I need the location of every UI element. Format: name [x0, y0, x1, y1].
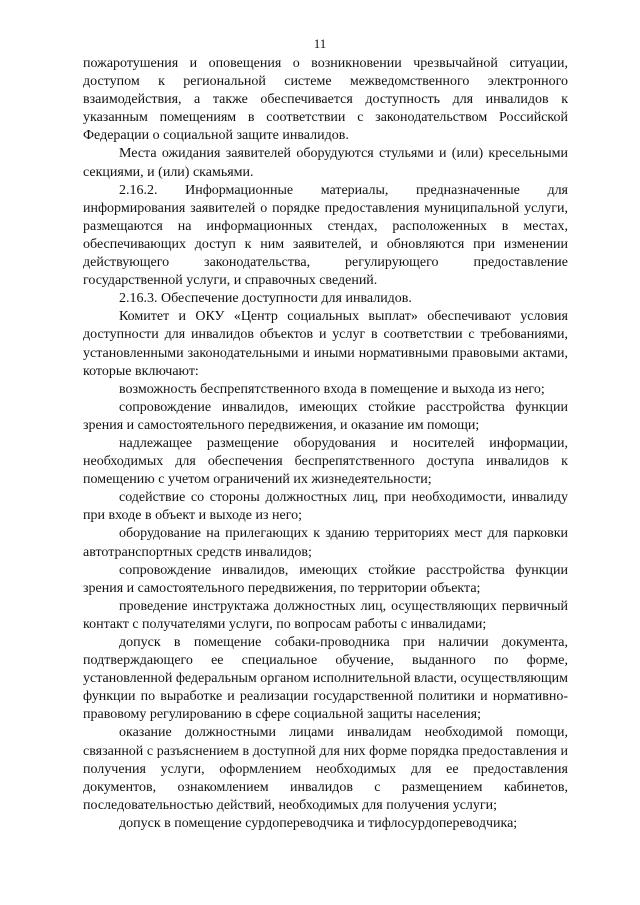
list-item-help-explanation: оказание должностными лицами инвалидам необходимой помощи, связанной с разъяснением в доступной для них форме порядка предоставления и получения услуги, оформлением необходимых для ее предоставления документов, ознакомлением инвалидов с размещением кабинетов, последовательностью действий, необходимых для получения услуги; — [83, 725, 568, 813]
list-item-parking: оборудование на прилегающих к зданию территориях мест для парковки автотранспортных средств инвалидов; — [83, 526, 568, 560]
list-item-entry-exit: возможность беспрепятственного входа в помещение и выхода из него; — [119, 381, 545, 397]
list-item-official-assistance: содействие со стороны должностных лиц, при необходимости, инвалиду при входе в объект и выходе из него; — [83, 490, 568, 524]
paragraph-accessibility-conditions: Комитет и ОКУ «Центр социальных выплат» обеспечивают условия доступности для инвалидов объектов и услуг в соответствии с требованиями, установленными законодательными и иными нормативными правовыми актами, которые включают: — [83, 309, 568, 379]
page-number: 11 — [313, 36, 327, 51]
paragraph-2-16-3-heading: 2.16.3. Обеспечение доступности для инвалидов. — [119, 291, 412, 307]
list-item-staff-briefing: проведение инструктажа должностных лиц, осуществляющих первичный контакт с получателями услуги, по вопросам работы с инвалидами; — [83, 598, 568, 632]
document-body — [83, 55, 568, 833]
list-item-sign-interpreter: допуск в помещение сурдопереводчика и тифлосурдопереводчика; — [119, 815, 518, 831]
list-item-equipment-placement: надлежащее размещение оборудования и носителей информации, необходимых для обеспечения беспрепятственного доступа инвалидов к помещению с учетом ограничений их жизнедеятельности; — [83, 435, 568, 488]
paragraph-2-16-2: 2.16.2. Информационные материалы, предназначенные для информирования заявителей о порядке предоставления муниципальной услуги, размещаются на информационных стендах, расположенных в местах, обеспечивающих доступ к ним заявителей, и обновляются при изменении действующего законодательства, регулирующего предоставление государственной услуги, и справочных сведений. — [83, 182, 568, 289]
list-item-escort-assistance: сопровождение инвалидов, имеющих стойкие расстройства функции зрения и самостоятельного передвижения, и оказание им помощи; — [83, 399, 568, 433]
list-item-guide-dog: допуск в помещение собаки-проводника при наличии документа, подтверждающего ее специальное обучение, выданного по форме, установленной федеральным органом исполнительной власти, осуществляющим функции по выработке и реализации государственной политики и нормативно-правовому регулированию в сфере социальной защиты населения; — [83, 635, 568, 723]
paragraph-fire-safety-continuation: пожаротушения и оповещения о возникновении чрезвычайной ситуации, доступом к региональной системе межведомственного электронного взаимодействия, а также обеспечивается доступность для инвалидов к указанным помещениям в соответствии с законодательством Российской Федерации о социальной защите инвалидов. — [83, 56, 568, 144]
list-item-escort-territory: сопровождение инвалидов, имеющих стойкие расстройства функции зрения и самостоятельного передвижения, по территории объекта; — [83, 562, 568, 596]
paragraph-waiting-areas: Места ожидания заявителей оборудуются стульями и (или) кресельными секциями, и (или) скамьями. — [83, 146, 568, 180]
